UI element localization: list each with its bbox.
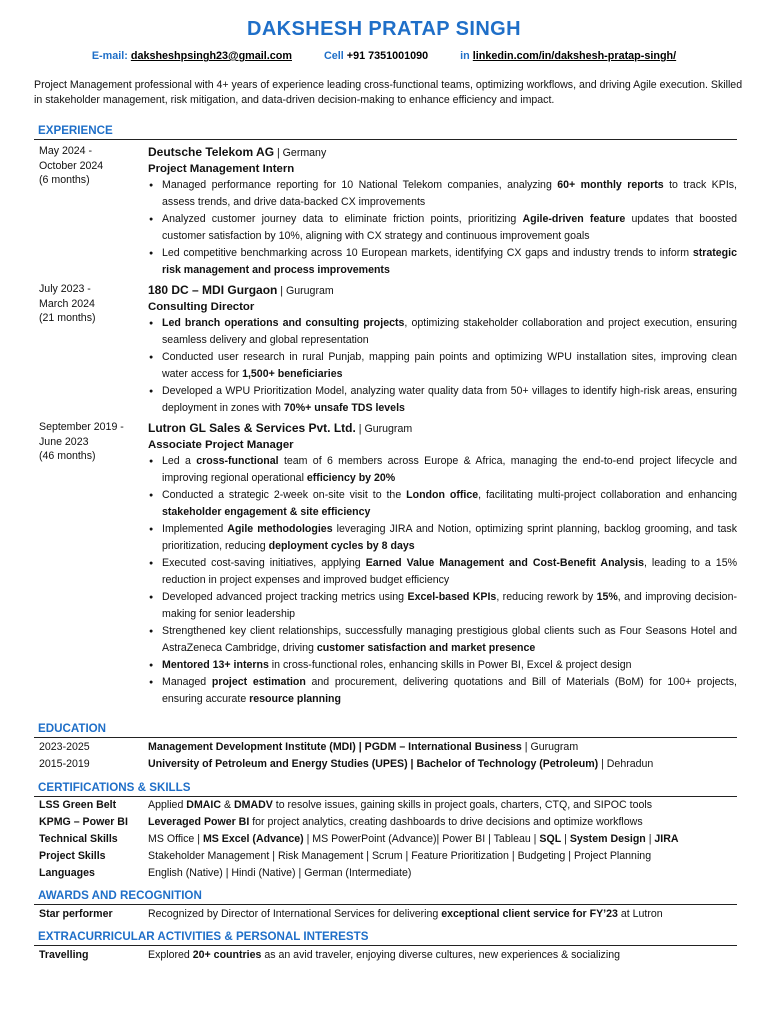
bullet: ● Strengthened key client relationships, successfully managing prestigious global clients such as Four Seasons Hotel and AstraZeneca Cambridge, driving customer satisfaction and market presence xyxy=(162,623,737,657)
skill-detail: Leveraged Power BI for project analytics, creating dashboards to drive decisions and optimize workflows xyxy=(148,816,643,828)
certifications-section xyxy=(34,781,737,882)
cell-number: +91 7351001090 xyxy=(346,50,429,62)
job-role: Consulting Director xyxy=(148,301,255,313)
email-label: E-mail: xyxy=(91,50,128,62)
bullet: ● Developed a WPU Prioritization Model, analyzing water quality data from 50+ villages to identify high-risk areas, ensuring deployment in zones with 70%+ unsafe TDS levels xyxy=(162,383,737,417)
skill-detail: English (Native) | Hindi (Native) | German (Intermediate) xyxy=(148,867,412,879)
profile-summary: Project Management professional with 4+ years of experience leading cross-functional teams, optimizing workflows, and driving Agile execution. Skilled in stakeholder management, risk mitigation, and data-driven decision-making to enhance efficiency and impact. xyxy=(34,79,743,106)
linkedin-link[interactable]: linkedin.com/in/dakshesh-pratap-singh/ xyxy=(472,50,677,62)
interest-detail: Explored 20+ countries as an avid traveler, enjoying diverse cultures, new experiences & socializing xyxy=(148,949,620,961)
job-role: Project Management Intern xyxy=(148,163,295,175)
bullet: ● Managed project estimation and procurement, delivering quotations and Bill of Materials (BoM) for 100+ projects, ensuring accurate resource planning xyxy=(162,674,737,708)
candidate-name: DAKSHESH PRATAP SINGH xyxy=(247,18,521,40)
bullet: ● Managed performance reporting for 10 National Telekom companies, analyzing 60+ monthly reports to track KPIs, assess trends, and drive data-backed CX improvements xyxy=(162,177,737,211)
job-date-end: March 2024 xyxy=(39,297,95,310)
skill-detail: Applied DMAIC & DMADV to resolve issues, gaining skills in project goals, charters, CTQ, and SIPOC tools xyxy=(148,799,653,811)
section-title-certifications: CERTIFICATIONS & SKILLS xyxy=(34,781,737,797)
section-title-experience: EXPERIENCE xyxy=(34,124,737,140)
job-bullets xyxy=(148,453,737,708)
awards-section xyxy=(34,889,737,923)
education-years: 2015-2019 xyxy=(39,758,90,770)
bullet: ● Mentored 13+ interns in cross-functional roles, enhancing skills in Power BI, Excel & project design xyxy=(162,657,737,674)
education-row xyxy=(34,739,737,756)
cell-label: Cell xyxy=(323,50,344,62)
job-bullets xyxy=(148,177,737,279)
job-entry xyxy=(34,420,737,708)
section-title-education: EDUCATION xyxy=(34,722,737,738)
bullet: ● Analyzed customer journey data to eliminate friction points, prioritizing Agile-driven feature updates that boosted customer satisfaction by 10%, aligning with CX strategy and continuous improvement goals xyxy=(162,211,737,245)
skill-detail: MS Office | MS Excel (Advance) | MS PowerPoint (Advance)| Power BI | Tableau | SQL | System Design | JIRA xyxy=(148,833,679,845)
skill-row xyxy=(34,831,737,848)
bullet: ● Executed cost-saving initiatives, applying Earned Value Management and Cost-Benefit Analysis, leading to a 15% reduction in project expenses and improved budget efficiency xyxy=(162,555,737,589)
skill-label: LSS Green Belt xyxy=(39,799,117,811)
job-bullets xyxy=(148,315,737,417)
job-entry xyxy=(34,282,737,417)
job-date-end: October 2024 xyxy=(39,159,104,172)
skill-row xyxy=(34,797,737,814)
bullet: ● Implemented Agile methodologies leveraging JIRA and Notion, optimizing sprint planning, backlog grooming, and task prioritization, reducing deployment cycles by 8 days xyxy=(162,521,737,555)
skill-row xyxy=(34,848,737,865)
company-name: Lutron GL Sales & Services Pvt. Ltd. | Gurugram xyxy=(148,421,413,435)
skill-row xyxy=(34,865,737,882)
job-dates xyxy=(39,420,144,464)
education-degree: Management Development Institute (MDI) | PGDM – International Business | Gurugram xyxy=(148,741,579,753)
job-dates xyxy=(39,144,144,188)
bullet: ● Developed advanced project tracking metrics using Excel-based KPIs, reducing rework by 15%, and improving decision-making for senior leadership xyxy=(162,589,737,623)
education-row xyxy=(34,756,737,773)
email-link[interactable]: daksheshpsingh23@gmail.com xyxy=(130,50,292,62)
skill-label: KPMG – Power BI xyxy=(39,816,128,828)
contact-line xyxy=(0,50,768,62)
bullet: ● Led competitive benchmarking across 10 European markets, identifying CX gaps and industry trends to inform strategic risk management and process improvements xyxy=(162,245,737,279)
job-duration: (21 months) xyxy=(39,312,96,324)
award-detail: Recognized by Director of International Services for delivering exceptional client service for FY’23 at Lutron xyxy=(148,908,663,920)
experience-section xyxy=(34,124,737,708)
bullet: ● Led a cross-functional team of 6 members across Europe & Africa, managing the end-to-end project lifecycle and improving regional operational efficiency by 20% xyxy=(162,453,737,487)
education-years: 2023-2025 xyxy=(39,741,90,753)
education-section xyxy=(34,722,737,773)
extracurricular-section xyxy=(34,930,737,964)
job-entry xyxy=(34,144,737,279)
skill-label: Technical Skills xyxy=(39,833,118,845)
skill-label: Languages xyxy=(39,867,95,879)
job-duration: (6 months) xyxy=(39,174,90,186)
job-duration: (46 months) xyxy=(39,450,96,462)
job-dates xyxy=(39,282,144,326)
interest-row xyxy=(34,947,737,964)
linkedin-label: in xyxy=(460,50,470,62)
section-title-awards: AWARDS AND RECOGNITION xyxy=(34,889,737,905)
job-date-end: June 2023 xyxy=(39,435,89,448)
job-role: Associate Project Manager xyxy=(148,439,294,451)
skill-detail: Stakeholder Management | Risk Management | Scrum | Feature Prioritization | Budgeting | Project Planning xyxy=(148,850,652,862)
section-title-extracurricular: EXTRACURRICULAR ACTIVITIES & PERSONAL INTERESTS xyxy=(34,930,737,946)
skill-label: Project Skills xyxy=(39,850,106,862)
job-date-start: July 2023 - xyxy=(39,283,91,295)
job-date-start: September 2019 - xyxy=(39,421,124,433)
award-row xyxy=(34,906,737,923)
skill-row xyxy=(34,814,737,831)
education-degree: University of Petroleum and Energy Studies (UPES) | Bachelor of Technology (Petroleum) | Dehradun xyxy=(148,758,654,770)
bullet: ● Led branch operations and consulting projects, optimizing stakeholder collaboration and project execution, ensuring seamless delivery and global representation xyxy=(162,315,737,349)
bullet: ● Conducted a strategic 2-week on-site visit to the London office, facilitating multi-project collaboration and enhancing stakeholder engagement & site efficiency xyxy=(162,487,737,521)
award-label: Star performer xyxy=(39,908,113,920)
company-name: 180 DC – MDI Gurgaon | Gurugram xyxy=(148,283,334,297)
interest-label: Travelling xyxy=(39,949,89,961)
bullet: ● Conducted user research in rural Punjab, mapping pain points and optimizing WPU installation sites, improving clean water access for 1,500+ beneficiaries xyxy=(162,349,737,383)
job-date-start: May 2024 - xyxy=(39,145,92,157)
company-name: Deutsche Telekom AG | Germany xyxy=(148,145,327,159)
